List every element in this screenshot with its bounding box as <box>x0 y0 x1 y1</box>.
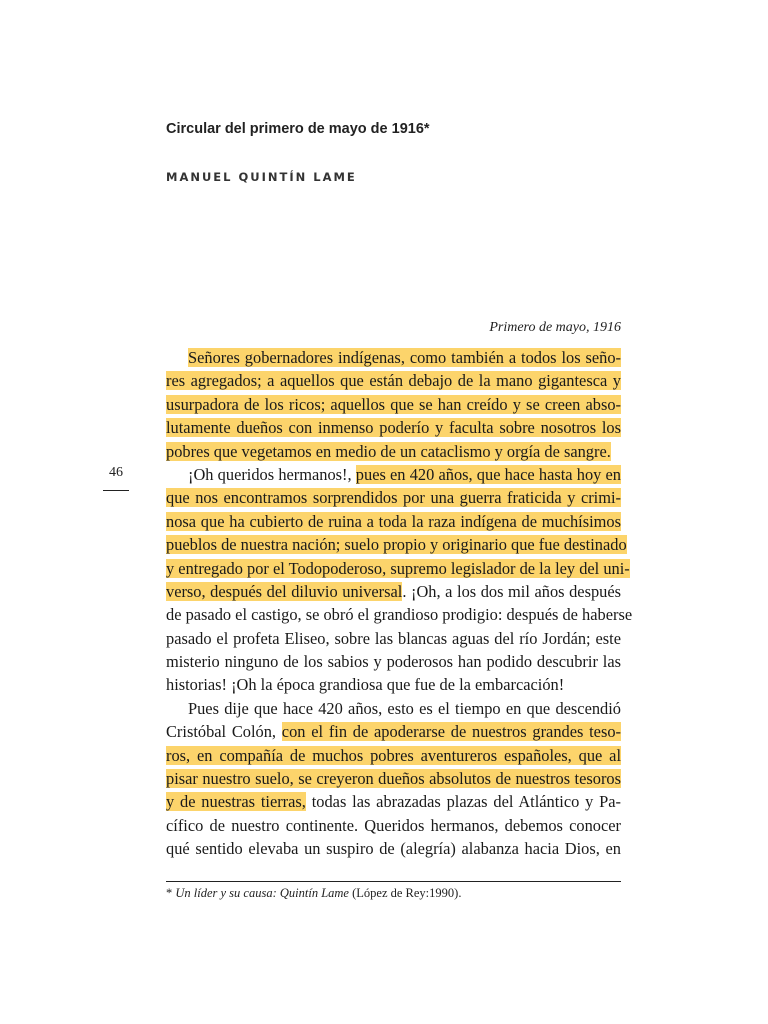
text-line <box>166 510 621 533</box>
highlighted-text: verso, después del diluvio universal <box>166 581 403 601</box>
text-line <box>166 440 621 463</box>
highlighted-text: usurpadora de los ricos; aquellos que se han creído y se creen abso- <box>166 394 621 414</box>
text-line <box>166 673 621 696</box>
highlighted-text: pobres que vegetamos en medio de un cataclismo y orgía de sangre. <box>166 441 611 461</box>
highlighted-text: lutamente dueños con inmenso poderío y faculta sobre nosotros los <box>166 418 621 438</box>
highlighted-text: ros, en compañía de muchos pobres aventureros españoles, que al <box>166 745 621 765</box>
text-line <box>166 627 621 650</box>
text-line <box>166 393 621 416</box>
highlighted-text: pisar nuestro suelo, se creyeron dueños absolutos de nuestros tesoros <box>166 769 621 789</box>
text-line <box>166 650 621 673</box>
highlighted-text: y entregado por el Todopoderoso, supremo legislador de la ley del uni- <box>166 558 630 578</box>
text-line <box>166 463 621 486</box>
footnote-marker: * <box>166 886 176 900</box>
article-title: Circular del primero de mayo de 1916* <box>166 121 430 137</box>
text-line <box>166 837 621 860</box>
author-name: MANUEL QUINTÍN LAME <box>166 170 357 184</box>
text-line <box>166 416 621 439</box>
highlighted-text: nosa que ha cubierto de ruina a toda la raza indígena de muchísimos <box>166 511 621 531</box>
text-segment: todas las abrazadas plazas del Atlántico y Pa- <box>305 792 621 812</box>
text-line <box>166 720 621 743</box>
text-segment: . ¡Oh, a los dos mil años después <box>402 581 621 601</box>
highlighted-text: pueblos de nuestra nación; suelo propio y originario que fue destinado <box>166 535 627 555</box>
text-segment: pasado el profeta Eliseo, sobre las blancas aguas del río Jordán; este <box>166 628 621 648</box>
text-line <box>166 767 621 790</box>
page-number-rule <box>103 490 129 491</box>
text-segment: qué sentido elevaba un suspiro de (alegría) alabanza hacia Dios, en <box>166 839 621 859</box>
highlighted-text: pues en 420 años, que hace hasta hoy en <box>355 464 621 484</box>
text-segment: ¡Oh queridos hermanos!, <box>188 464 356 484</box>
text-line <box>166 814 621 837</box>
text-line <box>166 533 627 556</box>
footnote-citation: (López de Rey:1990). <box>348 886 462 900</box>
text-line <box>166 557 630 580</box>
text-segment: cífico de nuestro continente. Queridos hermanos, debemos conocer <box>166 815 621 835</box>
text-line <box>166 744 621 767</box>
footnote-rule <box>166 881 621 882</box>
text-segment: Cristóbal Colón, <box>166 722 282 742</box>
text-line <box>166 790 621 813</box>
highlighted-text: con el fin de apoderarse de nuestros grandes teso- <box>281 722 621 742</box>
text-segment: Pues dije que hace 420 años, esto es el tiempo en que descendió <box>188 698 621 718</box>
footnote-title: Un líder y su causa: Quintín Lame <box>175 886 349 900</box>
highlighted-text: Señores gobernadores indígenas, como también a todos los seño- <box>188 348 621 367</box>
text-segment: historias! ¡Oh la época grandiosa que fue de la embarcación! <box>166 675 565 695</box>
text-line <box>166 580 621 603</box>
highlighted-text: que nos encontramos sorprendidos por una guerra fraticida y crimi- <box>166 488 621 508</box>
text-line <box>166 346 621 369</box>
text-segment: misterio ninguno de los sabios y poderosos han podido descubrir las <box>166 652 621 672</box>
page-number: 46 <box>109 465 123 480</box>
highlighted-text: y de nuestras tierras, <box>166 792 306 812</box>
highlighted-text: res agregados; a aquellos que están debajo de la mano gigantesca y <box>166 371 621 391</box>
text-line <box>166 369 621 392</box>
text-line <box>166 697 621 720</box>
body-text <box>166 346 633 861</box>
text-line <box>166 603 633 626</box>
dateline: Primero de mayo, 1916 <box>489 320 621 335</box>
footnote <box>166 886 461 901</box>
text-segment: de pasado el castigo, se obró el grandioso prodigio: después de haberse <box>166 605 633 625</box>
text-line <box>166 486 621 509</box>
